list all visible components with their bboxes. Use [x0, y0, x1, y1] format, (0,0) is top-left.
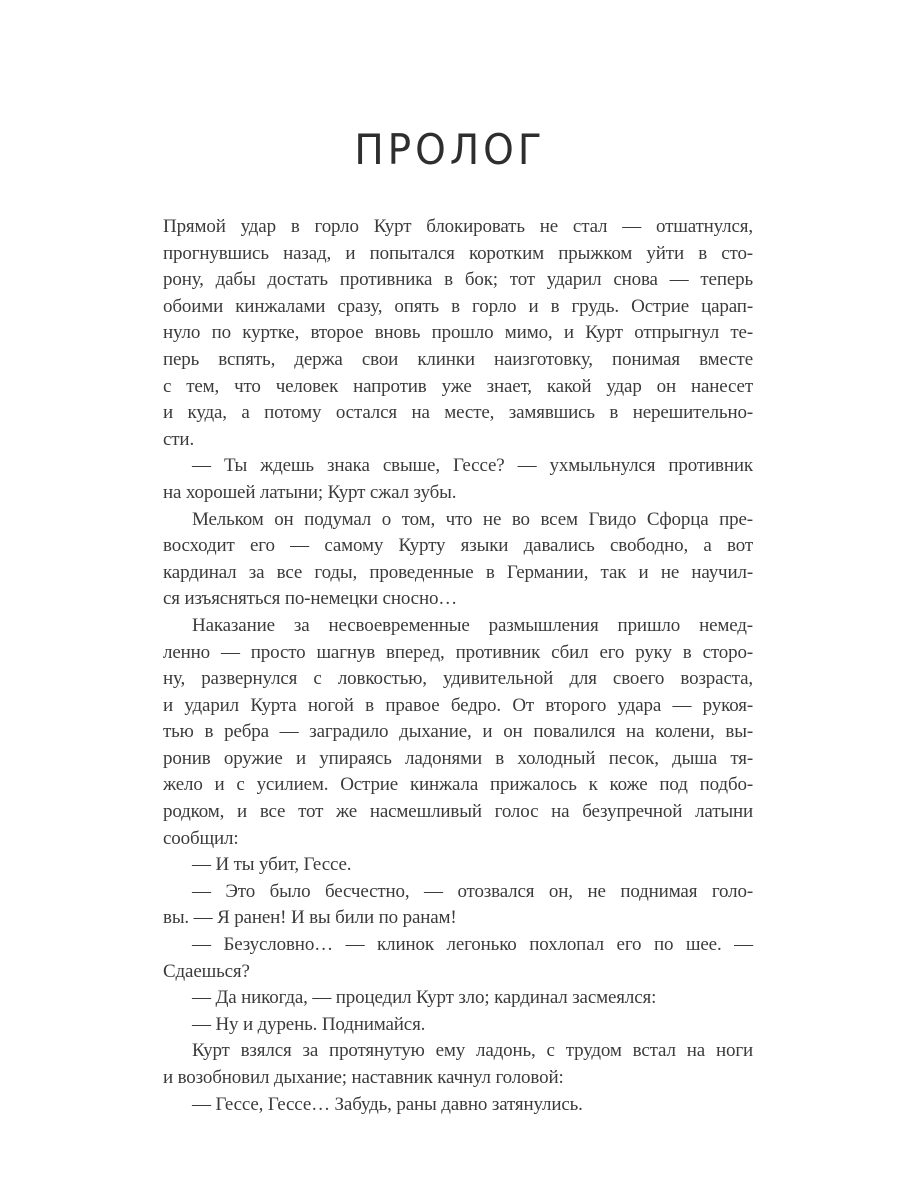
paragraph: [163, 1092, 753, 1119]
text-line: ронив оружие и упираясь ладонями в холодный песок, дыша тя-: [163, 747, 753, 769]
text-line: жело и с усилием. Острие кинжала прижалось к коже под подбо-: [163, 774, 753, 796]
text-line: — И ты убит, Гессе.: [192, 854, 352, 876]
text-block: [163, 214, 753, 1118]
text-line: рону, дабы достать противника в бок; тот ударил снова — теперь: [163, 269, 753, 291]
paragraph: [163, 1012, 753, 1039]
chapter-title: ПРОЛОГ: [354, 126, 546, 175]
text-line: Мельком он подумал о том, что не во всем Гвидо Сфорца пре-: [192, 508, 753, 530]
text-line: на хорошей латыни; Курт сжал зубы.: [163, 481, 457, 503]
text-line: Наказание за несвоевременные размышления пришло немед-: [192, 614, 753, 636]
text-line: Сдаешься?: [163, 960, 250, 982]
text-line: нуло по куртке, второе вновь прошло мимо, и Курт отпрыгнул те-: [163, 322, 753, 344]
text-line: тью в ребра — заградило дыхание, и он повалился на колени, вы-: [163, 721, 753, 743]
paragraph: [163, 852, 753, 879]
paragraph: [163, 879, 753, 932]
text-line: ся изъясняться по-немецки сносно…: [163, 588, 458, 610]
text-line: родком, и все тот же насмешливый голос на безупречной латыни: [163, 801, 753, 823]
paragraph: [163, 214, 753, 453]
text-line: — Ты ждешь знака свыше, Гессе? — ухмыльнулся противник: [192, 455, 753, 477]
text-line: с тем, что человек напротив уже знает, какой удар он нанесет: [163, 375, 753, 397]
text-line: восходит его — самому Курту языки давались свободно, а вот: [163, 535, 753, 557]
text-line: и куда, а потому остался на месте, замявшись в нерешительно-: [163, 402, 753, 424]
text-line: вы. — Я ранен! И вы били по ранам!: [163, 907, 457, 929]
text-line: Курт взялся за протянутую ему ладонь, с трудом встал на ноги: [192, 1040, 753, 1062]
paragraph: [163, 1038, 753, 1091]
text-line: обоими кинжалами сразу, опять в горло и в грудь. Острие царап-: [163, 295, 753, 317]
text-line: ну, развернулся с ловкостью, удивительной для своего возраста,: [163, 668, 753, 690]
paragraph: [163, 932, 753, 985]
paragraph: [163, 985, 753, 1012]
text-line: и возобновил дыхание; наставник качнул головой:: [163, 1067, 564, 1088]
text-line: — Ну и дурень. Поднимайся.: [192, 1013, 426, 1035]
text-line: перь вспять, держа свои клинки наизготовку, понимая вместе: [163, 348, 753, 370]
paragraph: [163, 453, 753, 506]
text-line: прогнувшись назад, и попытался коротким прыжком уйти в сто-: [163, 242, 753, 264]
text-line: Прямой удар в горло Курт блокировать не стал — отшатнулся,: [163, 216, 753, 237]
text-line: — Гессе, Гессе… Забудь, раны давно затянулись.: [192, 1093, 583, 1115]
text-line: ленно — просто шагнув вперед, противник сбил его руку в сторо-: [163, 641, 753, 663]
text-line: кардинал за все годы, проведенные в Германии, так и не научил-: [163, 561, 753, 583]
paragraph: [163, 613, 753, 852]
text-line: и ударил Курта ногой в правое бедро. От второго удара — рукоя-: [163, 694, 753, 716]
text-line: сти.: [163, 428, 195, 450]
text-line: — Безусловно… — клинок легонько похлопал его по шее. —: [192, 934, 753, 956]
text-line: — Это было бесчестно, — отозвался он, не поднимая голо-: [192, 880, 753, 902]
text-line: — Да никогда, — процедил Курт зло; кардинал засмеялся:: [192, 987, 657, 1009]
paragraph: [163, 507, 753, 613]
text-line: сообщил:: [163, 827, 239, 849]
